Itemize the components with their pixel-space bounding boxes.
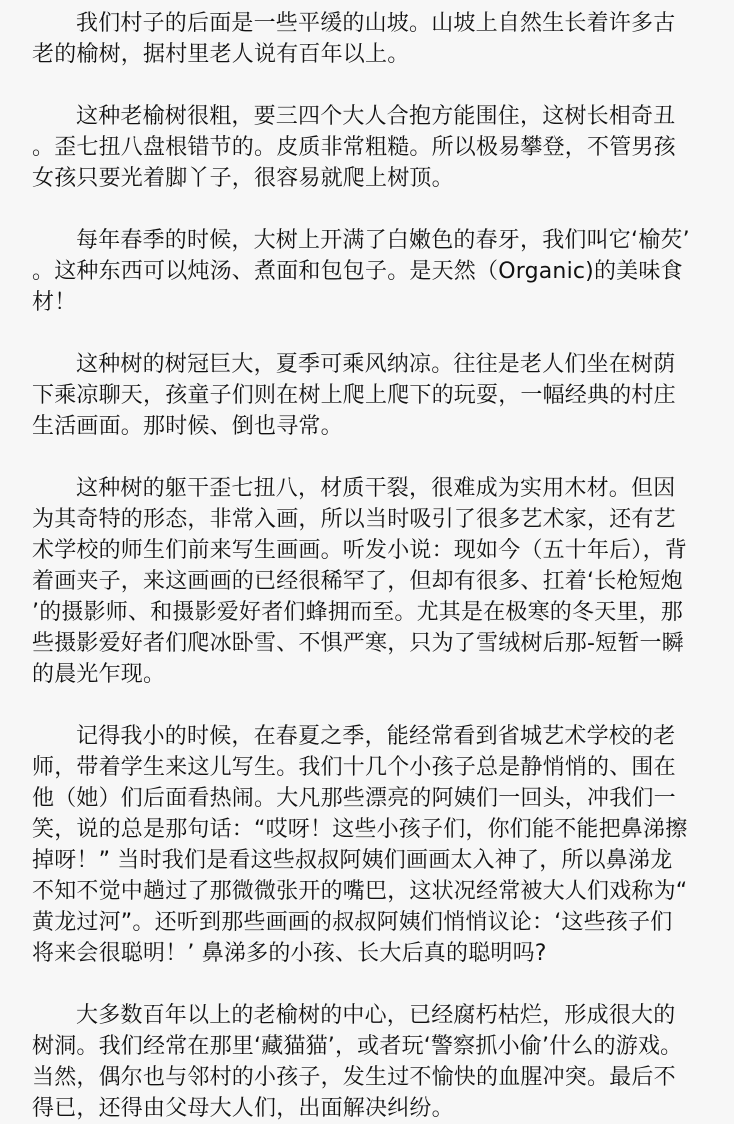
paragraph-5: 这种树的躯干歪七扭八，材质干裂，很难成为实用木材。但因为其奇特的形态，非常入画，所以当时吸引了很多艺术家，还有艺术学校的师生们前来写生画画。听发小说：现如今（五十年后），背着画夹子，来这画画的已经很稀罕了，但却有很多、扛着‘长枪短炮’的摄影师、和摄影爱好者们蜂拥而至。尤其是在极寒的冬天里，那些摄影爱好者们爬冰卧雪、不惧严寒，只为了雪绒树后那-短暂一瞬的晨光乍现。 (32, 476, 688, 687)
paragraph-3: 每年春季的时候，大树上开满了白嫩色的春牙，我们叫它‘榆芡’。这种东西可以炖汤、煮面和包包子。是天然（Organic)的美味食材！ (32, 228, 690, 315)
paragraph-spacer (32, 690, 690, 721)
paragraph-spacer (32, 70, 690, 101)
paragraph-spacer (32, 442, 690, 473)
paragraph-1: 我们村子的后面是一些平缓的山坡。山坡上自然生长着许多古老的榆树，据村里老人说有百年以上。 (32, 11, 676, 67)
paragraph-2: 这种老榆树很粗，要三四个大人合抱方能围住，这树长相奇丑。歪七扭八盘根错节的。皮质非常粗糙。所以极易攀登，不管男孩女孩只要光着脚丫子，很容易就爬上树顶。 (32, 104, 676, 191)
paragraph-7: 大多数百年以上的老榆树的中心，已经腐朽枯烂，形成很大的树洞。我们经常在那里‘藏猫猫’，或者玩‘警察抓小偷’什么的游戏。当然，偶尔也与邻村的小孩子，发生过不愉快的血腥冲突。最后不得已，还得由父母大人们，出面解决纠纷。 (32, 1003, 683, 1121)
paragraph-spacer (32, 969, 690, 1000)
paragraph-4: 这种树的树冠巨大，夏季可乘风纳凉。往往是老人们坐在树荫下乘凉聊天，孩童子们则在树上爬上爬下的玩耍，一幅经典的村庄生活画面。那时候、倒也寻常。 (32, 352, 676, 439)
paragraph-spacer (32, 318, 690, 349)
paragraph-spacer (32, 194, 690, 225)
paragraph-6: 记得我小的时候，在春夏之季，能经常看到省城艺术学校的老师，带着学生来这儿写生。我们十几个小孩子总是静悄悄的、围在他（她）们后面看热闹。大凡那些漂亮的阿姨们一回头，冲我们一笑，说的总是那句话：“哎呀！这些小孩子们，你们能不能把鼻涕擦掉呀！” 当时我们是看这些叔叔阿姨们画画太入神了，所以鼻涕龙不知不觉中趟过了那微微张开的嘴巴，这状况经常被大人们戏称为“黄龙过河”。还听到那些画画的叔叔阿姨们悄悄议论：‘这些孩子们将来会很聪明！’ 鼻涕多的小孩、长大后真的聪明吗? (32, 724, 688, 966)
